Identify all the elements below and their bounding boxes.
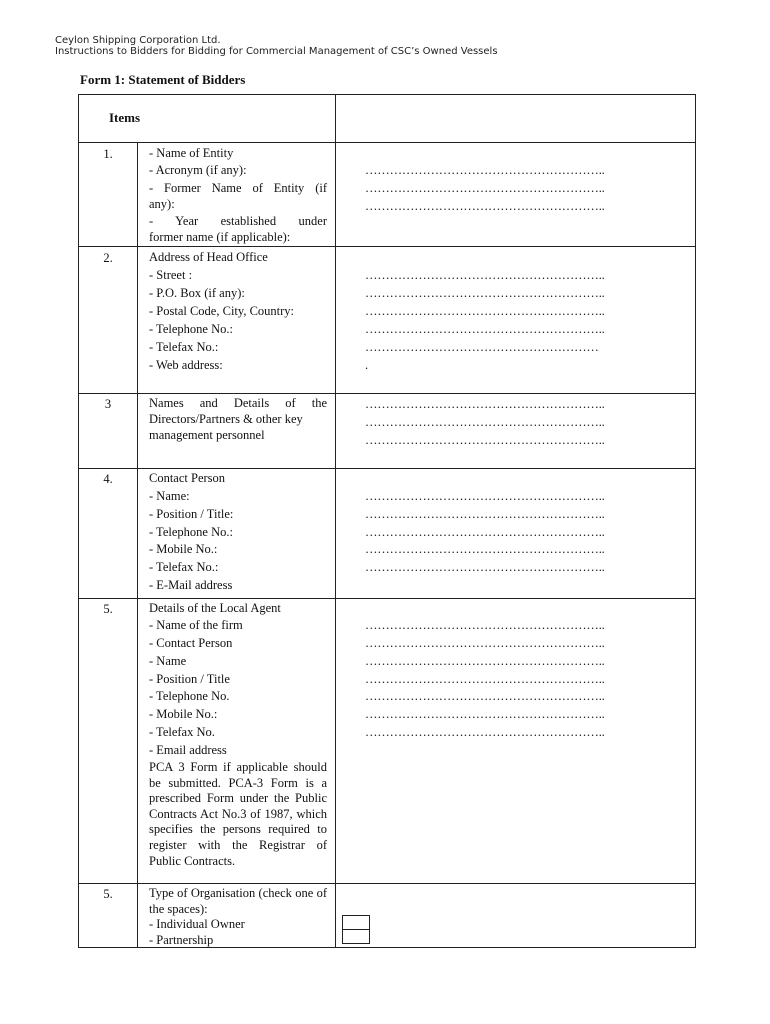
statement-table bbox=[78, 94, 696, 948]
row-number: 5. bbox=[103, 602, 113, 616]
row-label-line: - Mobile No.: bbox=[149, 707, 218, 721]
row-label-line: - Name of Entity bbox=[149, 146, 234, 160]
row-label-line: - Telefax No.: bbox=[149, 340, 219, 354]
individual-owner-checkbox[interactable] bbox=[342, 915, 370, 930]
fill-in-line[interactable]: ………………………………………………….. bbox=[365, 707, 605, 721]
row-label-line: any): bbox=[149, 197, 175, 211]
row-label-line: - Former Name of Entity (if bbox=[149, 181, 327, 195]
row-divider bbox=[79, 142, 695, 143]
row-label-line: management personnel bbox=[149, 428, 265, 442]
row-label-line: - P.O. Box (if any): bbox=[149, 286, 245, 300]
fill-in-line[interactable]: ………………………………………………….. bbox=[365, 397, 605, 411]
row-label-line: Contact Person bbox=[149, 471, 226, 485]
row-label-line: - Name bbox=[149, 654, 187, 668]
row-label-line: Names and Details of the bbox=[149, 396, 327, 410]
fill-in-line[interactable]: ………………………………………………….. bbox=[365, 322, 605, 336]
fill-in-line[interactable]: ………………………………………………….. bbox=[365, 636, 605, 650]
row-label-line: - Telefax No. bbox=[149, 725, 215, 739]
fill-in-line[interactable]: ………………………………………………….. bbox=[365, 618, 605, 632]
fill-in-line[interactable]: ………………………………………………….. bbox=[365, 542, 605, 556]
row-label-line: Address of Head Office bbox=[149, 250, 268, 264]
row-label-line: - Acronym (if any): bbox=[149, 163, 247, 177]
fill-in-line[interactable]: ………………………………………………….. bbox=[365, 672, 605, 686]
fill-in-line[interactable]: ………………………………………………….. bbox=[365, 163, 605, 177]
fill-in-line[interactable]: ………………………………………………….. bbox=[365, 560, 605, 574]
fill-in-line[interactable]: . bbox=[365, 358, 368, 372]
number-column-divider bbox=[137, 142, 138, 947]
fill-in-line[interactable]: ………………………………………………….. bbox=[365, 433, 605, 447]
row-number: 2. bbox=[103, 251, 113, 265]
document-header-subtitle: Instructions to Bidders for Bidding for Commercial Management of CSC’s Owned Vessels bbox=[55, 46, 498, 57]
row-label-line: - Contact Person bbox=[149, 636, 233, 650]
row-label-line: - Position / Title bbox=[149, 672, 230, 686]
row-label-line: - Telephone No.: bbox=[149, 322, 233, 336]
row-label-line: - Year established under bbox=[149, 214, 327, 228]
row-label-line: Directors/Partners & other key bbox=[149, 412, 303, 426]
fill-in-line[interactable]: ………………………………………………….. bbox=[365, 489, 605, 503]
fill-in-line[interactable]: ………………………………………………….. bbox=[365, 689, 605, 703]
row-label-line: - Web address: bbox=[149, 358, 223, 372]
row-divider bbox=[79, 393, 695, 394]
fill-in-line[interactable]: ………………………………………………….. bbox=[365, 304, 605, 318]
fill-in-line[interactable]: ………………………………………………….. bbox=[365, 181, 605, 195]
fill-in-line[interactable]: ………………………………………………….. bbox=[365, 525, 605, 539]
items-column-header: Items bbox=[109, 110, 141, 125]
row-number: 3 bbox=[104, 397, 112, 411]
partnership-checkbox[interactable] bbox=[342, 929, 370, 944]
row-number: 4. bbox=[103, 472, 113, 486]
row-label-line: - Email address bbox=[149, 743, 227, 757]
form-title: Form 1: Statement of Bidders bbox=[80, 72, 246, 87]
row-label-line: - Telefax No.: bbox=[149, 560, 219, 574]
fill-in-line[interactable]: ………………………………………………….. bbox=[365, 199, 605, 213]
row-number: 1. bbox=[103, 147, 113, 161]
row-label-line: - Postal Code, City, Country: bbox=[149, 304, 295, 318]
row-label-line: - Position / Title: bbox=[149, 507, 234, 521]
row-label-line: - Telephone No. bbox=[149, 689, 230, 703]
row-label-line: - Individual Owner bbox=[149, 917, 245, 931]
fill-in-line[interactable]: ………………………………………………….. bbox=[365, 268, 605, 282]
row-label-line: - Name: bbox=[149, 489, 190, 503]
row-divider bbox=[79, 598, 695, 599]
column-divider bbox=[335, 95, 336, 947]
pca3-note: PCA 3 Form if applicable should be submitted. PCA-3 Form is a prescribed Form under the Public Contracts Act No.3 of 1987, which specifies the persons required to register with the Registrar of Public Contracts. bbox=[149, 760, 327, 868]
row-label-line: - Mobile No.: bbox=[149, 542, 218, 556]
row-label-line: - Street : bbox=[149, 268, 193, 282]
row-label-line: Type of Organisation (check one of the spaces): bbox=[149, 886, 327, 916]
row-label-line: - Partnership bbox=[149, 933, 214, 947]
row-label-line: - Telephone No.: bbox=[149, 525, 233, 539]
fill-in-line[interactable]: ………………………………………………….. bbox=[365, 725, 605, 739]
document-header-company: Ceylon Shipping Corporation Ltd. bbox=[55, 35, 221, 46]
fill-in-line[interactable]: ………………………………………………….. bbox=[365, 286, 605, 300]
fill-in-line[interactable]: ………………………………………………… bbox=[365, 340, 599, 354]
row-label-line: - Name of the firm bbox=[149, 618, 243, 632]
row-label-line: - E-Mail address bbox=[149, 578, 233, 592]
fill-in-line[interactable]: ………………………………………………….. bbox=[365, 654, 605, 668]
fill-in-line[interactable]: ………………………………………………….. bbox=[365, 507, 605, 521]
row-label-line: former name (if applicable): bbox=[149, 230, 291, 244]
row-label-line: Details of the Local Agent bbox=[149, 601, 281, 615]
fill-in-line[interactable]: ………………………………………………….. bbox=[365, 415, 605, 429]
row-divider bbox=[79, 883, 695, 884]
row-number: 5. bbox=[103, 887, 113, 901]
row-divider bbox=[79, 468, 695, 469]
